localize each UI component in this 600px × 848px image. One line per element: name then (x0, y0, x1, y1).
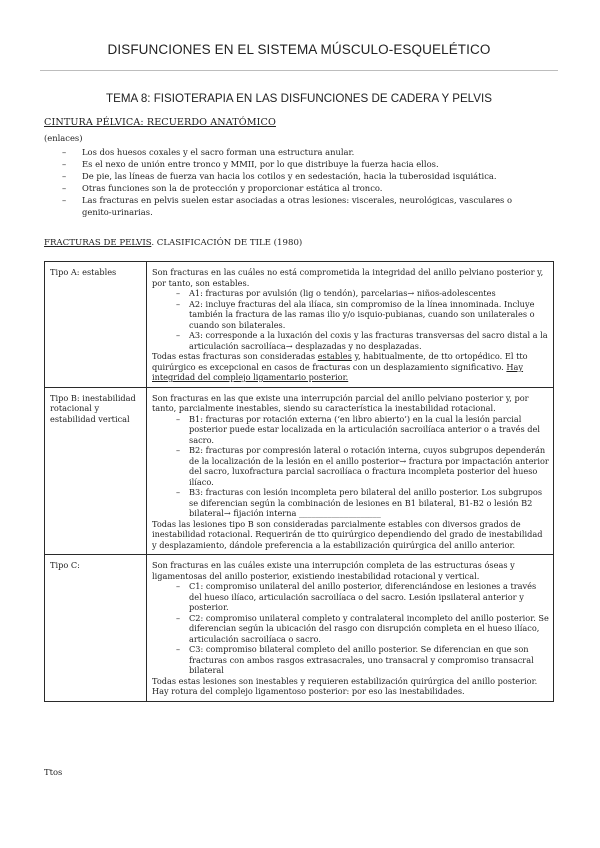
list-item: – B2: fracturas por compresión lateral o rotación interna, cuyos subgrupos dependerán de la localización de la lesión en el anillo posterior→ fractura por impactación anterior del sacro, luxofractura parcial sacroilíaca o fractura incompleta posterior del hueso ilíaco. (152, 445, 549, 487)
type-b-summary: Todas las lesiones tipo B son consideradas parcialmente estables con diversos grados de inestabilidad rotacional. Requerirán de tto quirúrgico dependiendo del grado de inestabilidad y desplazamiento, dándole preferencia a la estabilización quirúrgica del anillo anterior. (152, 518, 543, 550)
summary-text: y, habitualmente, de tto ortopédico. El tto quirúrgico es excepcional en casos de fracturas con un desplazamiento significativo. (152, 351, 528, 372)
type-b-description (147, 387, 554, 555)
links-note[interactable]: (enlaces) (44, 133, 83, 143)
type-c-description (147, 555, 554, 702)
document-header: DISFUNCIONES EN EL SISTEMA MÚSCULO-ESQUELÉTICO (107, 42, 491, 57)
list-item: – A1: fracturas por avulsión (lig o tendón), parcelarias→ niños-adolescentes (152, 288, 549, 299)
list-item: – Otras funciones son la de protección y proporcionar estática al tronco. (44, 182, 544, 194)
fractures-heading (44, 238, 302, 248)
type-c-cell: Tipo C: (45, 555, 147, 702)
summary-underlined: Hay integridad del complejo ligamentario posterior. (152, 361, 524, 382)
table-row (45, 262, 554, 388)
list-item: – Es el nexo de unión entre tronco y MMII, por lo que distribuye la fuerza hacia ellos. (44, 158, 544, 170)
header-divider (40, 70, 558, 71)
list-item: – B3: fracturas con lesión incompleta pero bilateral del anillo posterior. Los subgrupos se diferencian según la combinación de lesiones en B1 bilateral, B1-B2 o lesión B2 bilateral→ fijación interna ____________________ (152, 487, 549, 519)
fractures-heading-link[interactable]: FRACTURAS DE PELVIS (44, 238, 152, 248)
type-a-summary (152, 351, 549, 383)
table-row (45, 387, 554, 555)
type-b-intro: Son fracturas en las que existe una interrupción parcial del anillo pelviano posterior y, por tanto, parcialmente inestables, siendo su característica la inestabilidad rotacional. (152, 392, 529, 413)
type-a-subtypes (152, 288, 549, 351)
summary-emphasis: estables (317, 351, 352, 361)
summary-text: Todas estas fracturas son consideradas (152, 351, 318, 361)
pelvic-facts-list (44, 146, 544, 219)
list-item: – C1: compromiso unilateral del anillo posterior, diferenciándose en lesiones a través del hueso ilíaco, articulación sacroilíaca o del sacro. Lesión ipsilateral anterior y posterior. (152, 581, 549, 613)
list-item: – C2: compromiso unilateral completo y contralateral incompleto del anillo posterior. Se diferencian según la ubicación del rasgo con disrupción completa en el hueso ilíaco, articulación sacroilíaca o sacro. (152, 613, 549, 645)
list-item: – De pie, las líneas de fuerza van hacia los cotilos y en sedestación, hacia la tuberosidad isquiática. (44, 170, 544, 182)
treatments-note: Ttos (44, 767, 63, 777)
list-item: – B1: fracturas por rotación externa (‘en libro abierto’) en la cual la lesión parcial posterior puede estar localizada en la articulación sacroilíaca anterior o a través del sacro. (152, 414, 549, 446)
pelvic-girdle-heading: CINTURA PÉLVICA: RECUERDO ANATÓMICO (44, 117, 276, 128)
list-item: – C3: compromiso bilateral completo del anillo posterior. Se diferencian en que son fracturas con ambos rasgos extrasacrales, uno transacral y compromiso transacral bilateral (152, 644, 549, 676)
list-item: – A3: corresponde a la luxación del coxis y las fracturas transversas del sacro distal a la articulación sacroilíaca→ desplazadas y no desplazadas. (152, 330, 549, 351)
section-title: TEMA 8: FISIOTERAPIA EN LAS DISFUNCIONES DE CADERA Y PELVIS (106, 92, 492, 105)
type-b-cell: Tipo B: inestabilidad rotacional y estabilidad vertical (45, 387, 147, 555)
type-a-intro: Son fracturas en las cuáles no está comprometida la integridad del anillo pelviano posterior y, por tanto, son estables. (152, 267, 544, 288)
list-item: – A2: incluye fracturas del ala ilíaca, sin compromiso de la línea innominada. Incluye también la fractura de las ramas ilio y/o isquio-pubianas, cuando son unilaterales o cuando son bilaterales. (152, 299, 549, 331)
list-item: – Los dos huesos coxales y el sacro forman una estructura anular. (44, 146, 544, 158)
table-row (45, 555, 554, 702)
type-c-subtypes (152, 581, 549, 676)
type-c-intro: Son fracturas en las cuáles existe una interrupción completa de las estructuras óseas y ligamentosas del anillo posterior, existiendo inestabilidad rotacional y vertical. (152, 560, 515, 581)
type-a-description (147, 262, 554, 388)
list-item: – Las fracturas en pelvis suelen estar asociadas a otras lesiones: viscerales, neurológicas, vasculares o genito-urinarias. (44, 194, 544, 218)
tile-classification-table (44, 261, 554, 702)
fractures-subheading: . CLASIFICACIÓN DE TILE (1980) (151, 238, 303, 248)
type-b-subtypes (152, 414, 549, 519)
type-c-summary: Todas estas lesiones son inestables y requieren estabilización quirúrgica del anillo posterior. Hay rotura del complejo ligamentoso posterior: por eso las inestabilidades. (152, 675, 538, 696)
type-a-cell: Tipo A: estables (45, 262, 147, 388)
